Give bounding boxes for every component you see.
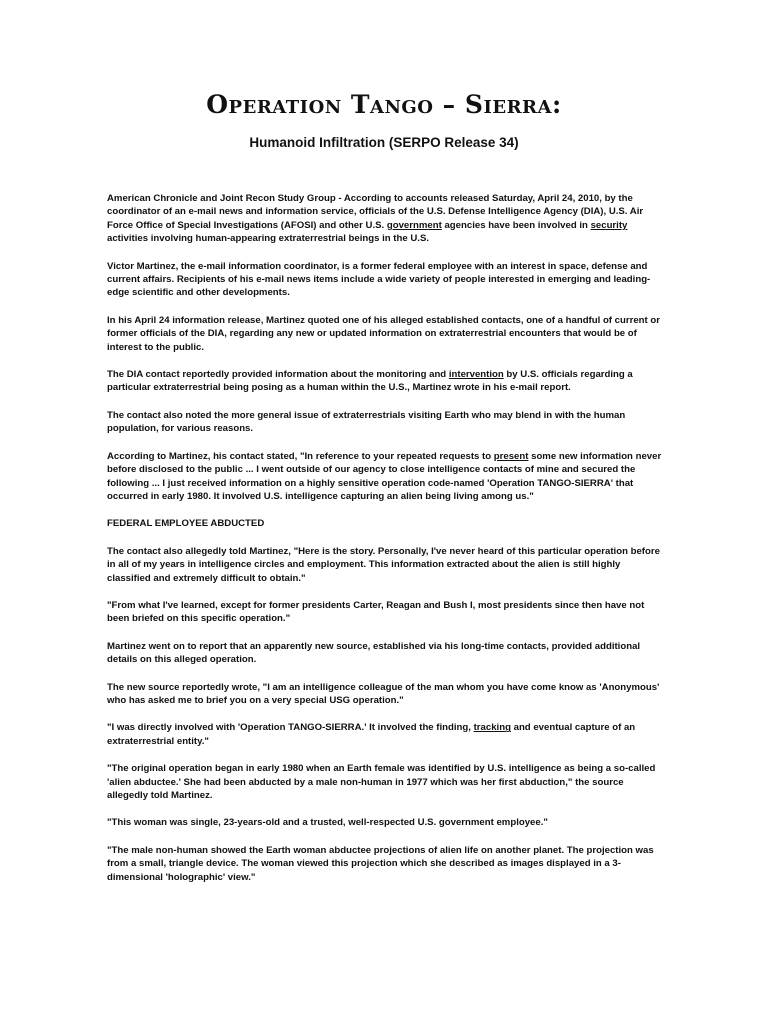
paragraph-3: In his April 24 information release, Martinez quoted one of his alleged established contacts, one of a handful of current or former officials of the DIA, regarding any new or updated information on extraterrestrial encounters that would be of interest to the public. bbox=[107, 314, 660, 353]
link-tracking[interactable]: tracking bbox=[473, 722, 511, 734]
paragraph-1-text-b: agencies have been involved in bbox=[441, 219, 591, 231]
paragraph-12: "The original operation began in early 1980 when an Earth female was identified by U.S. intelligence as being a so-called 'alien abductee.' She had been abducted by a male non-human in 1977 which was her first abduction," the source allegedly told Martinez. bbox=[107, 763, 656, 801]
paragraph-4 bbox=[107, 368, 663, 395]
paragraph-1 bbox=[107, 192, 663, 246]
paragraph-4-text-b: by U.S. officials regarding a particular extraterrestrial being posing as a human within the U.S., Martinez wrote in his e-mail report. bbox=[107, 369, 633, 394]
paragraph-1-text-c: activities involving human-appearing extraterrestrial beings in the U.S. bbox=[107, 233, 430, 245]
paragraph-9: Martinez went on to report that an apparently new source, established via his long-time contacts, provided additional details on this alleged operation. bbox=[107, 640, 641, 666]
link-government[interactable]: government bbox=[386, 219, 442, 231]
paragraph-10: The new source reportedly wrote, "I am an intelligence colleague of the man whom you have come know as 'Anonymous' who has asked me to brief you on a very special USG operation." bbox=[107, 681, 660, 706]
document-title: Operation Tango – Sierra: bbox=[206, 90, 562, 119]
paragraph-4-text-a: The DIA contact reportedly provided information about the monitoring and bbox=[107, 369, 449, 381]
link-security[interactable]: security bbox=[590, 219, 628, 231]
paragraph-11-text-a: "I was directly involved with 'Operation TANGO-SIERRA.' It involved the finding, bbox=[107, 722, 474, 734]
section-heading: FEDERAL EMPLOYEE ABDUCTED bbox=[107, 518, 265, 530]
link-intervention[interactable]: intervention bbox=[448, 369, 504, 381]
paragraph-11 bbox=[107, 721, 663, 748]
paragraph-1-text-a: American Chronicle and Joint Recon Study Group - According to accounts released Saturday, April 24, 2010, by the coordinator of an e-mail news and information service, officials of the U.S. Defense Intelligence Agency (DIA), U.S. Air Force Office of Special Investigations (AFOSI) and other U.S. bbox=[107, 193, 644, 231]
paragraph-6-text-a: According to Martinez, his contact stated, "In reference to your repeated requests to bbox=[107, 450, 494, 462]
link-present[interactable]: present bbox=[493, 450, 529, 462]
paragraph-14: "The male non-human showed the Earth woman abductee projections of alien life on another planet. The projection was from a small, triangle device. The woman viewed this projection which she described as images displayed in a 3-dimensional 'holographic' view." bbox=[107, 844, 654, 883]
document-subtitle: Humanoid Infiltration (SERPO Release 34) bbox=[249, 135, 519, 150]
paragraph-5: The contact also noted the more general issue of extraterrestrials visiting Earth who may blend in with the human population, for various reasons. bbox=[107, 409, 626, 435]
paragraph-13: "This woman was single, 23-years-old and a trusted, well-respected U.S. government employee." bbox=[107, 817, 548, 829]
paragraph-2: Victor Martinez, the e-mail information coordinator, is a former federal employee with an interest in space, defense and current affairs. Recipients of his e-mail news items include a wide variety of people interested in emerging and leading-edge scientific and other developments. bbox=[107, 260, 651, 299]
paragraph-8: "From what I've learned, except for former presidents Carter, Reagan and Bush I, most presidents since then have not been briefed on this specific operation." bbox=[107, 599, 645, 625]
article-body bbox=[107, 192, 663, 898]
paragraph-6-text-b: some new information never before disclosed to the public ... I went outside of our agency to close intelligence contacts of mine and secured the following ... I just received information on a highly sensitive operation code-named 'Operation TANGO-SIERRA' that occurred in early 1980. It involved U.S. intelligence capturing an alien being living among us." bbox=[107, 450, 662, 502]
paragraph-6 bbox=[107, 450, 663, 504]
paragraph-11-text-b: and eventual capture of an extraterrestrial entity." bbox=[107, 722, 636, 747]
paragraph-7: The contact also allegedly told Martinez, "Here is the story. Personally, I've never heard of this particular operation before in all of my years in intelligence circles and employment. This information extracted about the alien is still highly classified and extremely difficult to obtain." bbox=[107, 545, 660, 584]
